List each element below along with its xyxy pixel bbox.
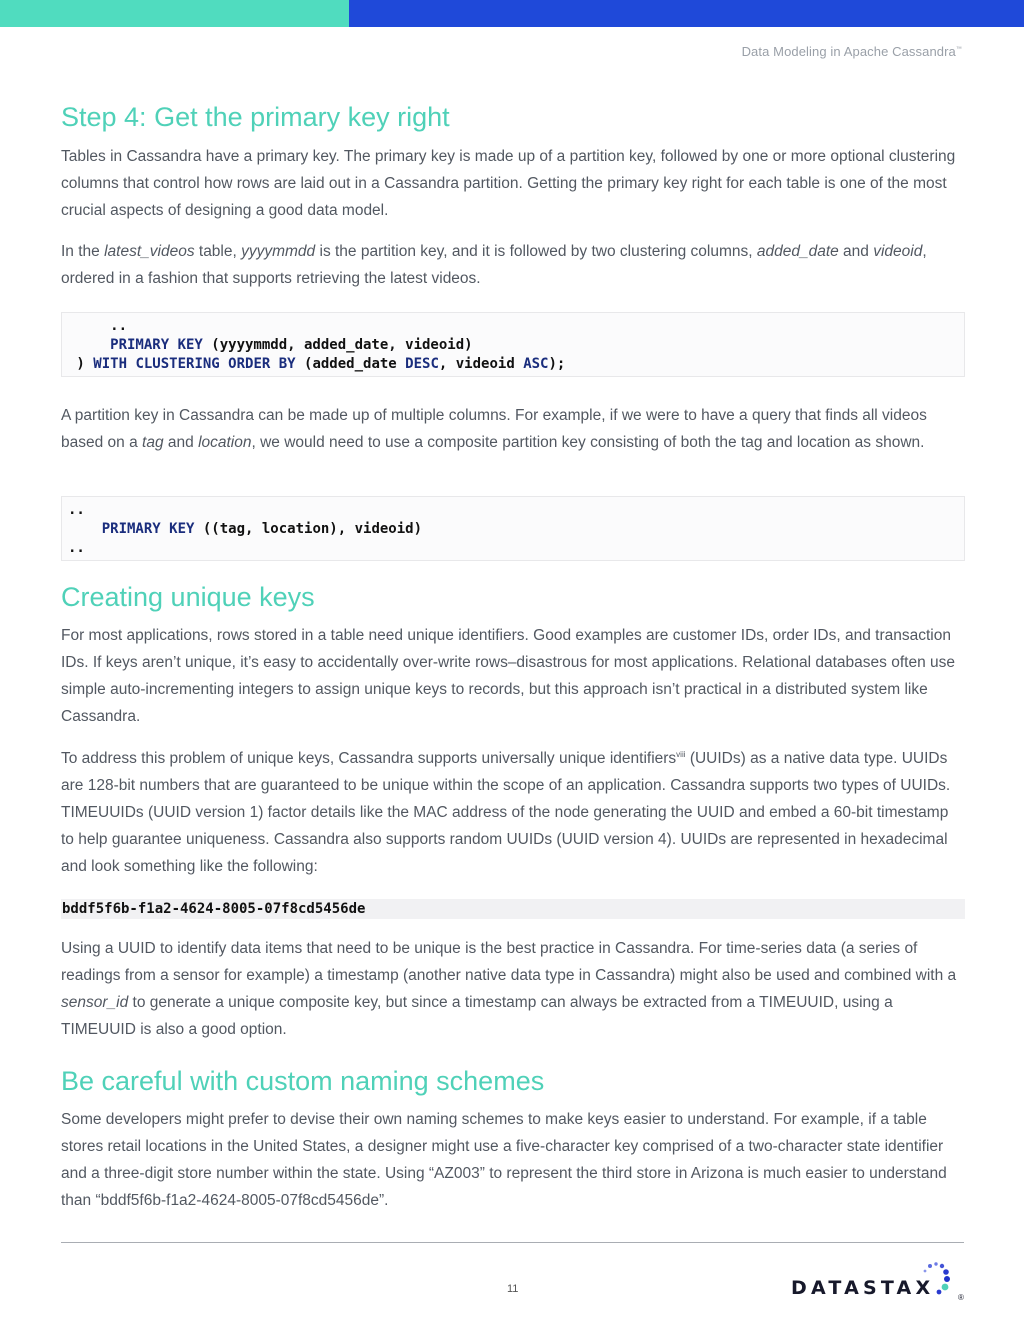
registered-mark: ® xyxy=(958,1293,964,1302)
running-header xyxy=(742,44,962,59)
code-line: .. xyxy=(68,318,128,334)
footnote-marker: viii xyxy=(676,749,686,759)
code-line: PRIMARY KEY (yyyymmdd, added_date, videoid) xyxy=(68,337,473,353)
paragraph-uuid-best-practice: Using a UUID to identify data items that need to be unique is the best practice in Cassandra. For time-series data (a series of readings from a sensor for example) a timestamp (another native data type in Cassandra) might also be used and combined with a sensor_id to generate a unique composite key, but since a timestamp can always be extracted from a TIMEUUID, using a TIMEUUID is also a good option. xyxy=(61,940,957,1038)
code-line: PRIMARY KEY ((tag, location), videoid) xyxy=(68,521,423,537)
top-color-bar xyxy=(0,0,1024,27)
section-heading-unique-keys: Creating unique keys xyxy=(61,582,315,612)
code-block-clustering-order xyxy=(61,312,965,377)
code-line: .. xyxy=(68,540,85,556)
uuid-example: bddf5f6b-f1a2-4624-8005-07f8cd5456de xyxy=(61,899,965,919)
top-bar-teal-segment xyxy=(0,0,349,27)
footer-divider xyxy=(61,1242,964,1243)
section-heading-naming-schemes: Be careful with custom naming schemes xyxy=(61,1066,545,1096)
paragraph-latest-videos: In the latest_videos table, yyyymmdd is the partition key, and it is followed by two clustering columns, added_date and videoid, ordered in a fashion that supports retrieving the latest videos. xyxy=(61,243,927,287)
code-line: ) WITH CLUSTERING ORDER BY (added_date DESC, videoid ASC); xyxy=(68,356,566,372)
running-header-title: Data Modeling in Apache Cassandra xyxy=(741,44,956,59)
section-heading-primary-key: Step 4: Get the primary key right xyxy=(61,102,450,132)
datastax-logo xyxy=(791,1260,966,1304)
top-bar-blue-segment xyxy=(349,0,1024,27)
paragraph-uuids: To address this problem of unique keys, Cassandra supports universally unique identifiers$^{viii}$ (UUIDs) as a native data type. UUIDs are 128-bit numbers that are guaranteed to be unique within the scope of an application. Cassandra supports two types of UUIDs. TIMEUUIDs (UUID version 1) factor details like the MAC address of the node generating the UUID and embed a 60-bit timestamp to help guarantee uniqueness. Cassandra also supports random UUIDs (UUID version 4). UUIDs are represented in hexadecimal and look something like the following: xyxy=(61,749,951,875)
paragraph-composite-partition: A partition key in Cassandra can be made up of multiple columns. For example, if we were to have a query that finds all videos based on a tag and location, we would need to use a composite partition key consisting of both the tag and location as shown. xyxy=(61,407,927,451)
code-block-composite-key xyxy=(61,496,965,561)
trademark-symbol: ™ xyxy=(955,46,962,53)
paragraph-unique-identifiers: For most applications, rows stored in a table need unique identifiers. Good examples are customer IDs, order IDs, and transaction IDs. If keys aren’t unique, it’s easy to accidentally over-write rows–disastrous for most applications. Relational databases often use simple auto-incrementing integers to assign unique keys to records, but this approach isn’t practical in a distributed system like Cassandra. xyxy=(61,627,955,725)
code-line: .. xyxy=(68,502,85,518)
page-number: 11 xyxy=(507,1283,519,1295)
paragraph-naming-schemes: Some developers might prefer to devise their own naming schemes to make keys easier to understand. For example, if a table stores retail locations in the United States, a designer might use a five-character key comprised of a two-character state identifier and a three-digit store number within the state. Using “AZ003” to represent the third store in Arizona is much easier to understand than “bddf5f6b-f1a2-4624-8005-07f8cd5456de”. xyxy=(61,1111,947,1209)
paragraph-primary-key-intro: Tables in Cassandra have a primary key. The primary key is made up of a partition key, followed by one or more optional clustering columns that control how rows are laid out in a Cassandra partition. Getting the primary key right for each table is one of the most crucial aspects of designing a good data model. xyxy=(61,148,956,219)
logo-wordmark: DATASTAX xyxy=(791,1277,935,1299)
